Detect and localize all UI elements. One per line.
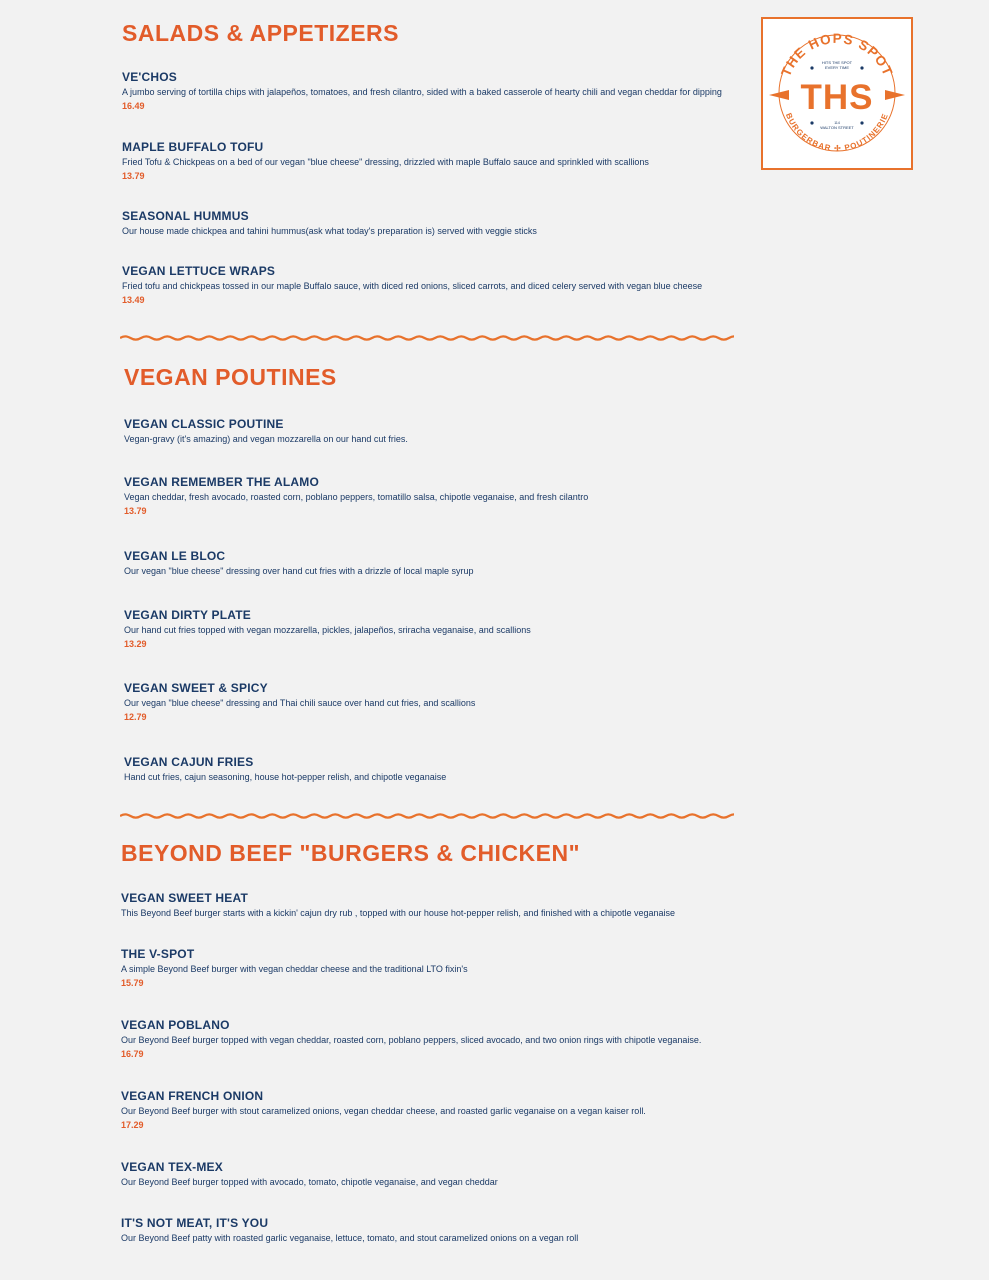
logo-monogram: THS — [800, 78, 874, 117]
logo-arc-bottom: BURGERBAR ✢ POUTINERIE — [783, 111, 891, 154]
item-price: 13.79 — [124, 506, 147, 516]
item-price: 16.79 — [121, 1049, 144, 1059]
logo-address-2: WALTON STREET — [820, 125, 854, 130]
item-description: Our house made chickpea and tahini hummus(ask what today's preparation is) served with veggie sticks — [122, 226, 537, 236]
menu-item — [121, 947, 741, 989]
menu-item — [124, 608, 744, 650]
item-name: IT'S NOT MEAT, IT'S YOU — [121, 1216, 269, 1230]
logo-address-1: 114 — [834, 121, 840, 125]
item-name: VEGAN FRENCH ONION — [121, 1089, 264, 1103]
item-description: Our Beyond Beef patty with roasted garlic veganaise, lettuce, tomato, and stout caramelized onions on a vegan roll — [121, 1233, 579, 1243]
item-description: This Beyond Beef burger starts with a kickin' cajun dry rub , topped with our house hot-pepper relish, and finished with a chipotle veganaise — [121, 908, 676, 918]
item-name: VEGAN REMEMBER THE ALAMO — [124, 475, 320, 489]
section-title: VEGAN POUTINES — [124, 364, 337, 390]
menu-item — [121, 1216, 741, 1244]
item-price: 17.29 — [121, 1120, 144, 1130]
menu-item — [124, 755, 744, 783]
item-name: VEGAN POBLANO — [121, 1018, 230, 1032]
menu-item — [122, 209, 742, 237]
item-description: Our Beyond Beef burger topped with avocado, tomato, chipotle veganaise, and vegan cheddar — [121, 1177, 498, 1187]
item-description: Our Beyond Beef burger topped with vegan cheddar, roasted corn, poblano peppers, sliced avocado, and two onion rings with chipotle veganaise. — [121, 1035, 702, 1045]
logo-tagline-1: HITS THE SPOT — [821, 60, 853, 65]
item-name: VEGAN SWEET HEAT — [121, 891, 248, 905]
item-price: 13.49 — [122, 295, 145, 305]
menu-item — [121, 1089, 741, 1131]
item-name: MAPLE BUFFALO TOFU — [122, 140, 264, 154]
section-title: BEYOND BEEF "BURGERS & CHICKEN" — [121, 840, 581, 866]
item-description: Vegan cheddar, fresh avocado, roasted corn, poblano peppers, tomatillo salsa, chipotle veganaise, and fresh cilantro — [124, 492, 589, 502]
item-name: VEGAN CLASSIC POUTINE — [124, 417, 284, 431]
item-description: A simple Beyond Beef burger with vegan cheddar cheese and the traditional LTO fixin's — [121, 964, 468, 974]
menu-item — [124, 475, 744, 517]
logo-dot — [860, 121, 863, 124]
menu-item — [124, 549, 744, 577]
item-name: VEGAN LETTUCE WRAPS — [122, 264, 276, 278]
item-name: VEGAN DIRTY PLATE — [124, 608, 251, 622]
menu-item — [122, 70, 742, 112]
item-name: VEGAN TEX-MEX — [121, 1160, 223, 1174]
logo-dot — [810, 121, 813, 124]
section-vegan-poutines — [124, 364, 744, 782]
item-name: VEGAN CAJUN FRIES — [124, 755, 254, 769]
item-price: 13.29 — [124, 639, 147, 649]
section-beyond-beef — [121, 840, 741, 1243]
item-name: VEGAN SWEET & SPICY — [124, 681, 268, 695]
item-name: VE'CHOS — [122, 70, 177, 84]
menu-item — [124, 681, 744, 723]
logo-dot — [860, 66, 863, 69]
item-name: VEGAN LE BLOC — [124, 549, 226, 563]
item-description: A jumbo serving of tortilla chips with jalapeños, tomatoes, and fresh cilantro, sided with a baked casserole of hearty chili and vegan cheddar for dipping — [122, 87, 722, 97]
menu-item — [124, 417, 744, 445]
menu-item — [122, 264, 742, 306]
item-price: 16.49 — [122, 101, 145, 111]
menu-item — [121, 891, 741, 919]
item-name: SEASONAL HUMMUS — [122, 209, 249, 223]
logo-arc-top: THE HOPS SPOT — [778, 30, 896, 79]
menu-item — [122, 140, 742, 182]
item-name: THE V-SPOT — [121, 947, 195, 961]
item-description: Our vegan "blue cheese" dressing and Thai chili sauce over hand cut fries, and scallions — [124, 698, 476, 708]
menu-item — [121, 1160, 741, 1188]
section-title: SALADS & APPETIZERS — [122, 20, 400, 46]
logo-tagline-2: EVERY TIME — [824, 65, 850, 70]
item-price: 13.79 — [122, 171, 145, 181]
logo-dot — [810, 66, 813, 69]
item-description: Hand cut fries, cajun seasoning, house hot-pepper relish, and chipotle veganaise — [124, 772, 447, 782]
item-price: 15.79 — [121, 978, 144, 988]
logo — [761, 17, 913, 170]
item-description: Our Beyond Beef burger with stout caramelized onions, vegan cheddar cheese, and roasted garlic veganaise on a vegan kaiser roll. — [121, 1106, 646, 1116]
item-description: Fried tofu and chickpeas tossed in our maple Buffalo sauce, with diced red onions, sliced carrots, and diced celery served with vegan blue cheese — [122, 281, 703, 291]
menu-item — [121, 1018, 741, 1060]
item-description: Our hand cut fries topped with vegan mozzarella, pickles, jalapeños, sriracha veganaise, and scallions — [124, 625, 531, 635]
section-salads-appetizers — [122, 20, 742, 305]
item-description: Vegan-gravy (it's amazing) and vegan mozzarella on our hand cut fries. — [124, 434, 408, 444]
item-description: Our vegan "blue cheese" dressing over hand cut fries with a drizzle of local maple syrup — [124, 566, 474, 576]
logo-emblem — [763, 19, 911, 168]
wave-divider — [120, 332, 734, 344]
wave-divider — [120, 810, 734, 822]
item-price: 12.79 — [124, 712, 147, 722]
item-description: Fried Tofu & Chickpeas on a bed of our vegan "blue cheese" dressing, drizzled with maple Buffalo sauce and sprinkled with scallions — [122, 157, 649, 167]
